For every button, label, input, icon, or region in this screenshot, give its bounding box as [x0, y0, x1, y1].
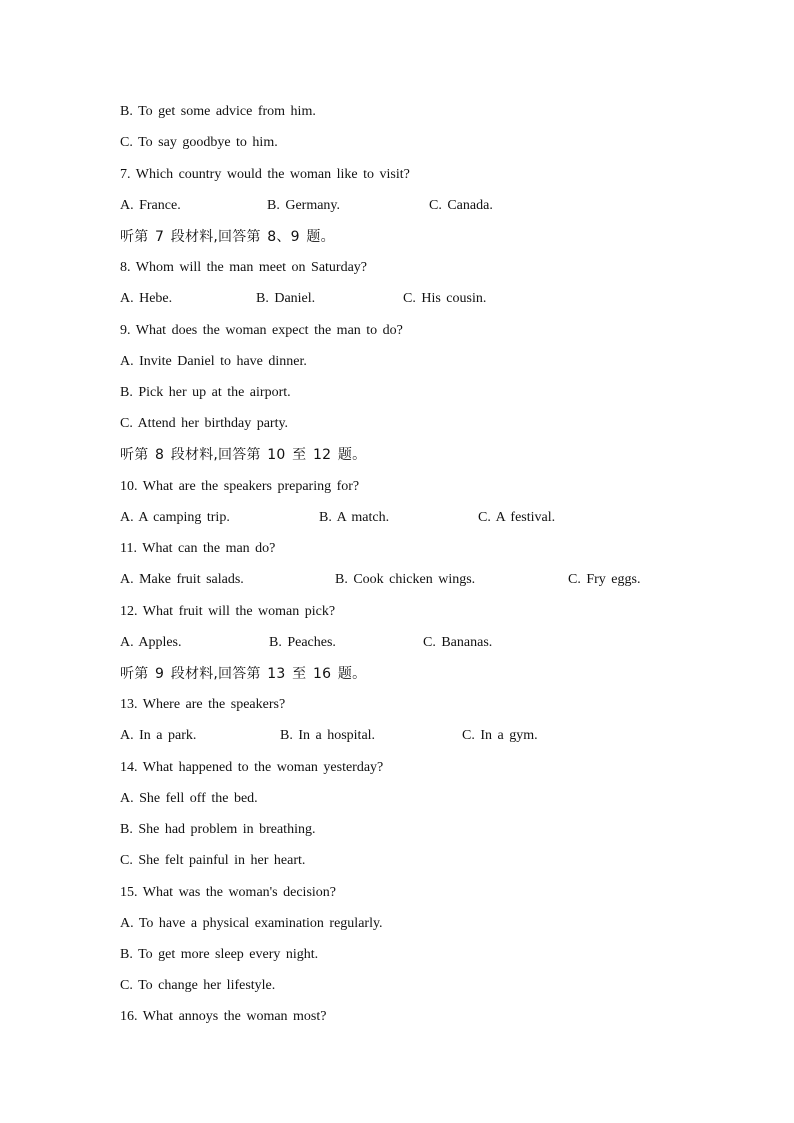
q12-option-c: C. Bananas.: [423, 635, 493, 650]
question-7: 7. Which country would the woman like to visit?: [120, 167, 410, 182]
q14-option-a: A. She fell off the bed.: [120, 791, 258, 806]
q12-option-b: B. Peaches.: [269, 635, 336, 650]
q8-option-c: C. His cousin.: [403, 291, 487, 306]
q15-option-b: B. To get more sleep every night.: [120, 947, 319, 962]
q11-option-a: A. Make fruit salads.: [120, 572, 244, 587]
q6-option-b: B. To get some advice from him.: [120, 104, 316, 119]
q9-option-a: A. Invite Daniel to have dinner.: [120, 354, 307, 369]
q10-option-b: B. A match.: [319, 510, 390, 525]
question-14: 14. What happened to the woman yesterday?: [120, 760, 384, 775]
q14-option-c: C. She felt painful in her heart.: [120, 853, 306, 868]
q13-option-a: A. In a park.: [120, 728, 197, 743]
q8-option-a: A. Hebe.: [120, 291, 173, 306]
q11-option-c: C. Fry eggs.: [568, 572, 641, 587]
q9-option-b: B. Pick her up at the airport.: [120, 385, 291, 400]
question-11: 11. What can the man do?: [120, 541, 276, 556]
q7-option-a: A. France.: [120, 198, 181, 213]
question-12: 12. What fruit will the woman pick?: [120, 604, 336, 619]
q6-option-c: C. To say goodbye to him.: [120, 135, 278, 150]
q11-options: [120, 571, 680, 589]
question-10: 10. What are the speakers preparing for?: [120, 479, 360, 494]
q13-options: [120, 727, 680, 745]
question-8: 8. Whom will the man meet on Saturday?: [120, 260, 368, 275]
q10-option-c: C. A festival.: [478, 510, 556, 525]
q8-option-b: B. Daniel.: [256, 291, 316, 306]
q7-option-c: C. Canada.: [429, 198, 493, 213]
q12-options: [120, 634, 680, 652]
q7-options: [120, 197, 680, 215]
q13-option-c: C. In a gym.: [462, 728, 538, 743]
q15-option-c: C. To change her lifestyle.: [120, 978, 276, 993]
q12-option-a: A. Apples.: [120, 635, 182, 650]
section-heading-8: 听第 8 段材料,回答第 10 至 12 题。: [120, 447, 367, 463]
question-16: 16. What annoys the woman most?: [120, 1009, 327, 1024]
question-13: 13. Where are the speakers?: [120, 697, 286, 712]
q10-option-a: A. A camping trip.: [120, 510, 230, 525]
q10-options: [120, 509, 680, 527]
q7-option-b: B. Germany.: [267, 198, 341, 213]
question-15: 15. What was the woman's decision?: [120, 885, 336, 900]
q14-option-b: B. She had problem in breathing.: [120, 822, 316, 837]
section-heading-9: 听第 9 段材料,回答第 13 至 16 题。: [120, 666, 367, 682]
q15-option-a: A. To have a physical examination regularly.: [120, 916, 383, 931]
q11-option-b: B. Cook chicken wings.: [335, 572, 476, 587]
q8-options: [120, 290, 680, 308]
q9-option-c: C. Attend her birthday party.: [120, 416, 289, 431]
section-heading-7: 听第 7 段材料,回答第 8、9 题。: [120, 229, 335, 245]
question-9: 9. What does the woman expect the man to do?: [120, 323, 403, 338]
q13-option-b: B. In a hospital.: [280, 728, 376, 743]
